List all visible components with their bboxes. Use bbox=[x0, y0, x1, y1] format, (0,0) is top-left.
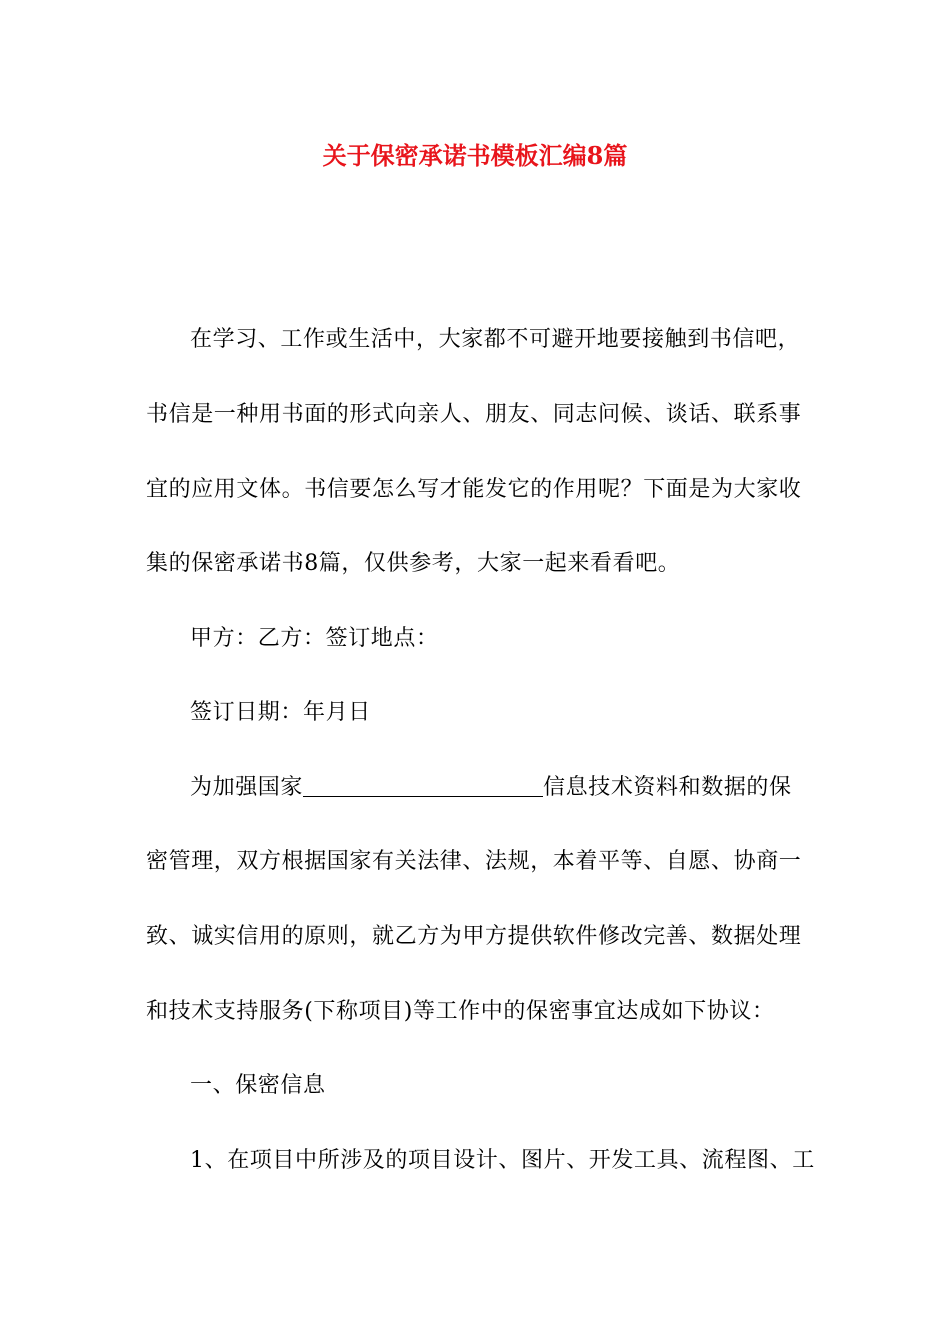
paragraph-line: 书信是一种用书面的形式向亲人、朋友、同志问候、谈话、联系事 bbox=[146, 402, 802, 427]
paragraph-line: 密管理，双方根据国家有关法律、法规，本着平等、自愿、协商一 bbox=[146, 849, 802, 874]
paragraph-line bbox=[190, 774, 806, 802]
document-title: 关于保密承诺书模板汇编8篇 bbox=[322, 141, 628, 170]
paragraph-line: 签订日期：年月日 bbox=[190, 700, 371, 725]
paragraph-line: 1、在项目中所涉及的项目设计、图片、开发工具、流程图、工 bbox=[190, 1148, 815, 1173]
line-text: 信息技术资料和数据的保 bbox=[543, 775, 792, 800]
paragraph-line: 宜的应用文体。书信要怎么写才能发它的作用呢？下面是为大家收 bbox=[146, 477, 802, 502]
section-heading: 一、保密信息 bbox=[190, 1073, 326, 1098]
paragraph-line: 和技术支持服务(下称项目)等工作中的保密事宜达成如下协议： bbox=[146, 999, 775, 1024]
paragraph-line: 集的保密承诺书8篇，仅供参考，大家一起来看看吧。 bbox=[146, 551, 681, 576]
paragraph-line: 致、诚实信用的原则，就乙方为甲方提供软件修改完善、数据处理 bbox=[146, 924, 802, 949]
line-text: 为加强国家 bbox=[190, 775, 304, 800]
paragraph-line: 在学习、工作或生活中，大家都不可避开地要接触到书信吧， bbox=[190, 327, 801, 352]
paragraph-line: 甲方：乙方：签订地点： bbox=[190, 626, 439, 651]
fill-in-blank bbox=[303, 774, 543, 797]
